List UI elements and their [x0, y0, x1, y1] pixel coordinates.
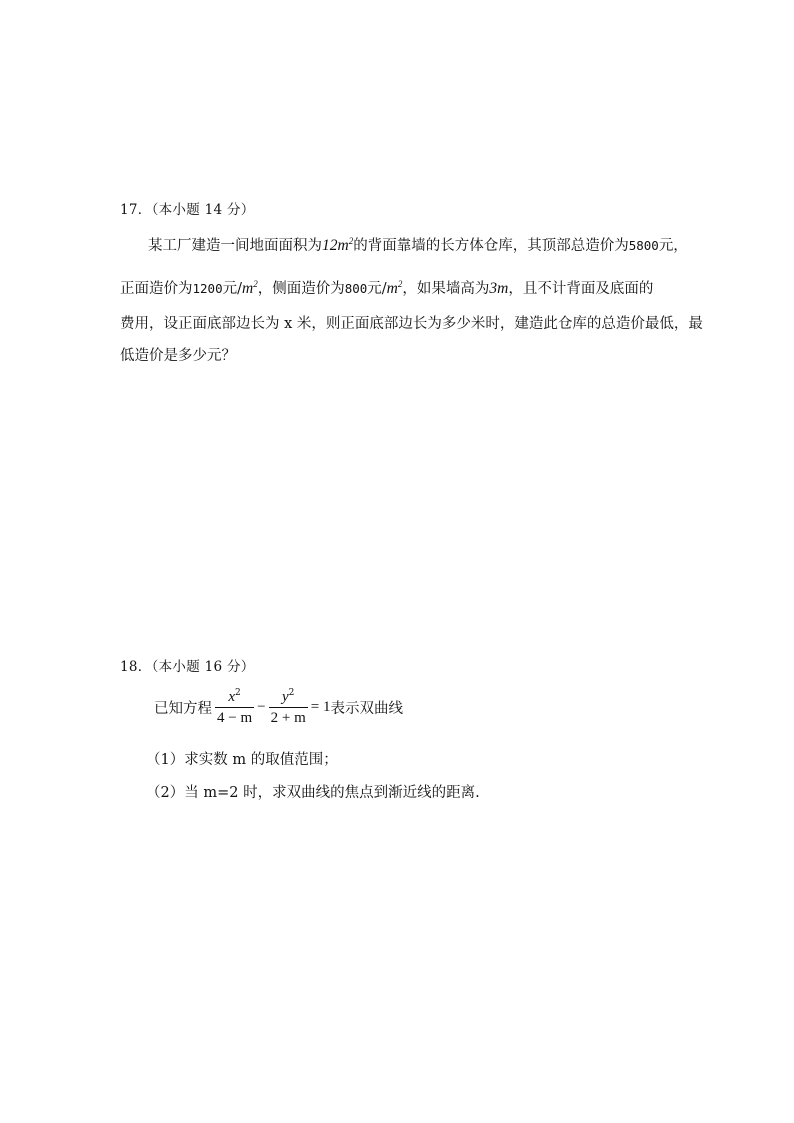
q17-front-price: 1200 — [192, 281, 223, 296]
q17-text: 某工厂建造一间地面面积为 — [148, 238, 322, 254]
equation-suffix: 表示双曲线 — [330, 701, 403, 717]
q17-text: ，如果墙高为 — [402, 281, 490, 297]
equation-prefix: 已知方程 — [154, 701, 212, 717]
question-18-heading: 18．（本小题 16 分） — [120, 659, 255, 675]
q17-unit: $m^2$ — [386, 279, 403, 297]
question-17-line-4: 低造价是多少元？ — [120, 348, 236, 364]
minus-sign: − — [257, 699, 266, 715]
question-17-heading: 17．（本小题 14 分） — [120, 202, 255, 218]
fraction-x: $\frac{x^2}{4 - m}$ — [217, 688, 253, 726]
q17-text: 的背面靠墙的长方体仓库，其顶部总造价为 — [353, 238, 629, 254]
equation-rhs: = 1 — [310, 699, 331, 715]
question-17-line-2 — [120, 277, 653, 298]
q17-text: ，且不计背面及底面的 — [508, 281, 654, 297]
q17-height: 3m — [489, 280, 509, 297]
q17-text: ，侧面造价为 — [257, 281, 345, 297]
q17-text: 正面造价为 — [120, 281, 193, 297]
question-17-line-1 — [148, 234, 688, 255]
fraction-y: $\frac{y^2}{2 + m}$ — [270, 688, 306, 726]
q17-text: 元， — [658, 238, 688, 254]
question-18-part-2: （2）当 m=2 时，求双曲线的焦点到渐近线的距离. — [146, 785, 480, 801]
q17-side-price: 800 — [344, 281, 368, 296]
q17-top-price: 5800 — [628, 238, 659, 253]
q17-unit: $m^2$ — [242, 279, 258, 297]
question-18-equation — [154, 688, 403, 727]
q17-text: 元/ — [222, 281, 242, 297]
q17-text: 元/ — [367, 281, 387, 297]
question-17-line-3: 费用，设正面底部边长为 x 米，则正面底部边长为多少米时，建造此仓库的总造价最低，最 — [120, 316, 703, 332]
question-18-part-1: （1）求实数 m 的取值范围； — [146, 752, 338, 768]
q17-area: $12m^2$ — [322, 236, 354, 254]
